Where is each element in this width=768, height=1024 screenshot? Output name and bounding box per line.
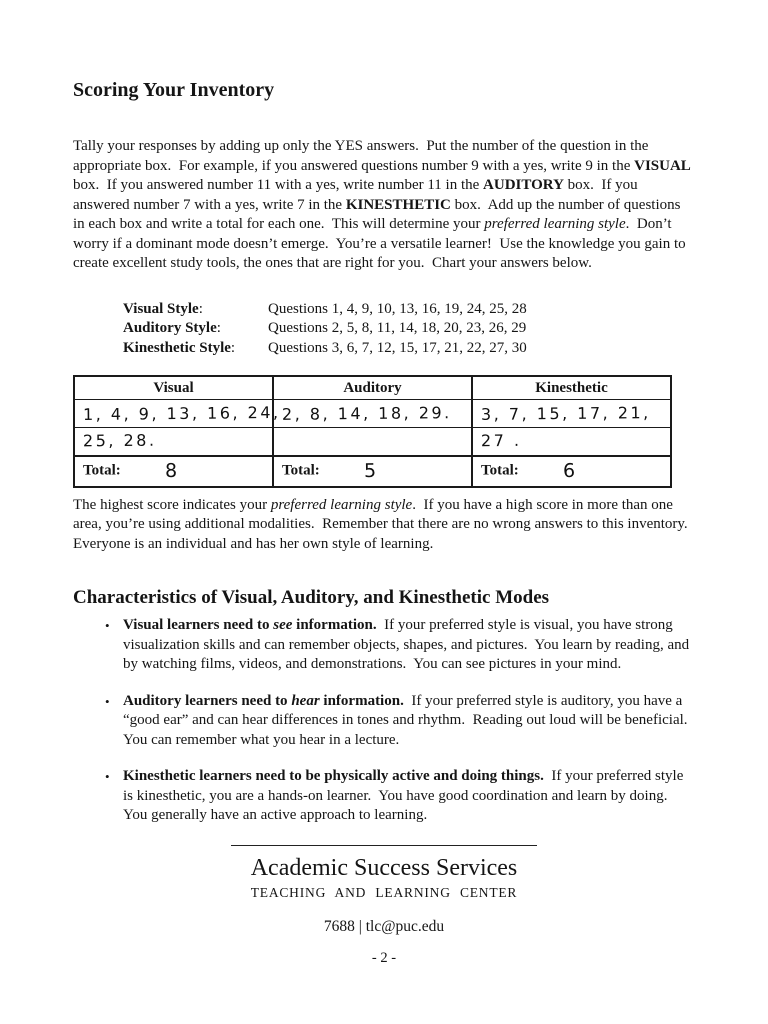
style-key-label: Kinesthetic Style: [123,339,236,356]
total-label: Total: [282,462,320,479]
footer-organization: Academic Success Services [250,855,518,881]
handwritten-auditory-answers-1: 2, 8, 14, 18, 29. [281,402,452,424]
bullet-text: Visual learners need to see information. If your preferred style is visual, you have strong visualization skills and can remember objects, shapes, and pictures. You learn by reading, and by watching films, videos, and demonstrations. You can see pictures in your mind. [123,617,693,672]
score-table-answers-row-1 [74,400,671,428]
style-key-list [73,300,695,359]
auditory-answers-cell-1 [273,400,472,428]
handwritten-visual-answers-1: 1, 4, 9, 13, 16, 24, [82,402,281,424]
footer-department: TEACHING AND LEARNING CENTER [250,885,518,900]
visual-answers-cell-2 [74,428,273,456]
bullet-icon: • [105,769,110,784]
style-key-row-kinesthetic [73,339,695,359]
kinesthetic-total-cell [472,456,671,487]
style-key-questions: Questions 1, 4, 9, 10, 13, 16, 19, 24, 25, 28 [268,300,527,317]
handwritten-visual-total: 8 [164,459,179,483]
score-table-totals-row [74,456,671,487]
list-item-auditory-learners [73,692,695,751]
visual-answers-cell-1 [74,400,281,428]
style-key-questions: Questions 2, 5, 8, 11, 14, 18, 20, 23, 26, 29 [268,320,527,336]
page-number: - 2 - [371,950,397,966]
characteristics-list [73,616,695,826]
page-title: Scoring Your Inventory [73,79,275,101]
score-table-header-visual: Visual [74,376,273,400]
style-key-label: Visual Style: [123,300,203,317]
bullet-text: Kinesthetic learners need to be physically active and doing things. If your preferred style is kinesthetic, you are a hands-on learner. You have good coordination and learn by doing. You generally have an active approach to learning. [123,768,688,823]
score-table-header-row [74,376,671,400]
footer-contact: 7688 | tlc@puc.edu [323,918,445,935]
style-key-questions: Questions 3, 6, 7, 12, 15, 17, 21, 22, 27, 30 [268,339,527,356]
score-table [73,375,672,488]
visual-total-cell [74,456,273,487]
score-table-header-auditory: Auditory [273,376,472,400]
total-label: Total: [481,462,519,479]
total-label: Total: [83,462,121,479]
handwritten-kinesthetic-answers-1: 3, 7, 15, 17, 21, [480,402,651,424]
score-table-header-kinesthetic: Kinesthetic [472,376,671,400]
score-table-answers-row-2 [74,428,671,456]
bullet-icon: • [105,618,110,633]
list-item-kinesthetic-learners [73,767,695,826]
auditory-total-cell [273,456,472,487]
kinesthetic-answers-cell-1 [472,400,671,428]
list-item-visual-learners [73,616,695,675]
style-key-row-auditory [73,319,695,339]
bullet-icon: • [105,693,110,709]
handwritten-kinesthetic-total: 6 [562,459,577,483]
style-key-row-visual [73,300,695,320]
document-content [0,78,768,826]
auditory-answers-cell-2 [273,428,472,456]
handwritten-kinesthetic-answers-2: 27 . [480,431,522,451]
handwritten-visual-answers-2: 25, 28. [82,430,157,451]
characteristics-heading: Characteristics of Visual, Auditory, and Kinesthetic Modes [73,587,550,608]
intro-paragraph: Tally your responses by adding up only the YES answers. Put the number of the question in the appropriate box. For example, if you answered questions number 9 with a yes, write 9 in the VISUAL box. If you answered number 11 with a yes, write number 11 in the AUDITORY box. If you answered number 7 with a yes, write 7 in the KINESTHETIC box. Add up the number of questions in each box and write a total for each one. This will determine your preferred learning style. Don’t worry if a dominant mode doesn’t emerge. You’re a versatile learner! Use the knowledge you gain to create excellent study tools, the ones that are right for you. Chart your answers below. [73,138,695,271]
footer-divider [231,845,537,847]
footer [0,845,768,968]
kinesthetic-answers-cell-2 [472,428,671,456]
style-key-label: Auditory Style: [123,320,221,336]
handwritten-auditory-total: 5 [363,459,378,483]
bullet-text: Auditory learners need to hear information. If your preferred style is auditory, you have a “good ear” and can hear differences in tones and rhythm. Reading out loud will be beneficial. You can remember what you hear in a lecture. [123,692,695,748]
summary-paragraph: The highest score indicates your preferred learning style. If you have a high score in more than one area, you’re using additional modalities. Remember that there are no wrong answers to this inventory. Everyone is an individual and has her own style of learning. [73,496,696,552]
